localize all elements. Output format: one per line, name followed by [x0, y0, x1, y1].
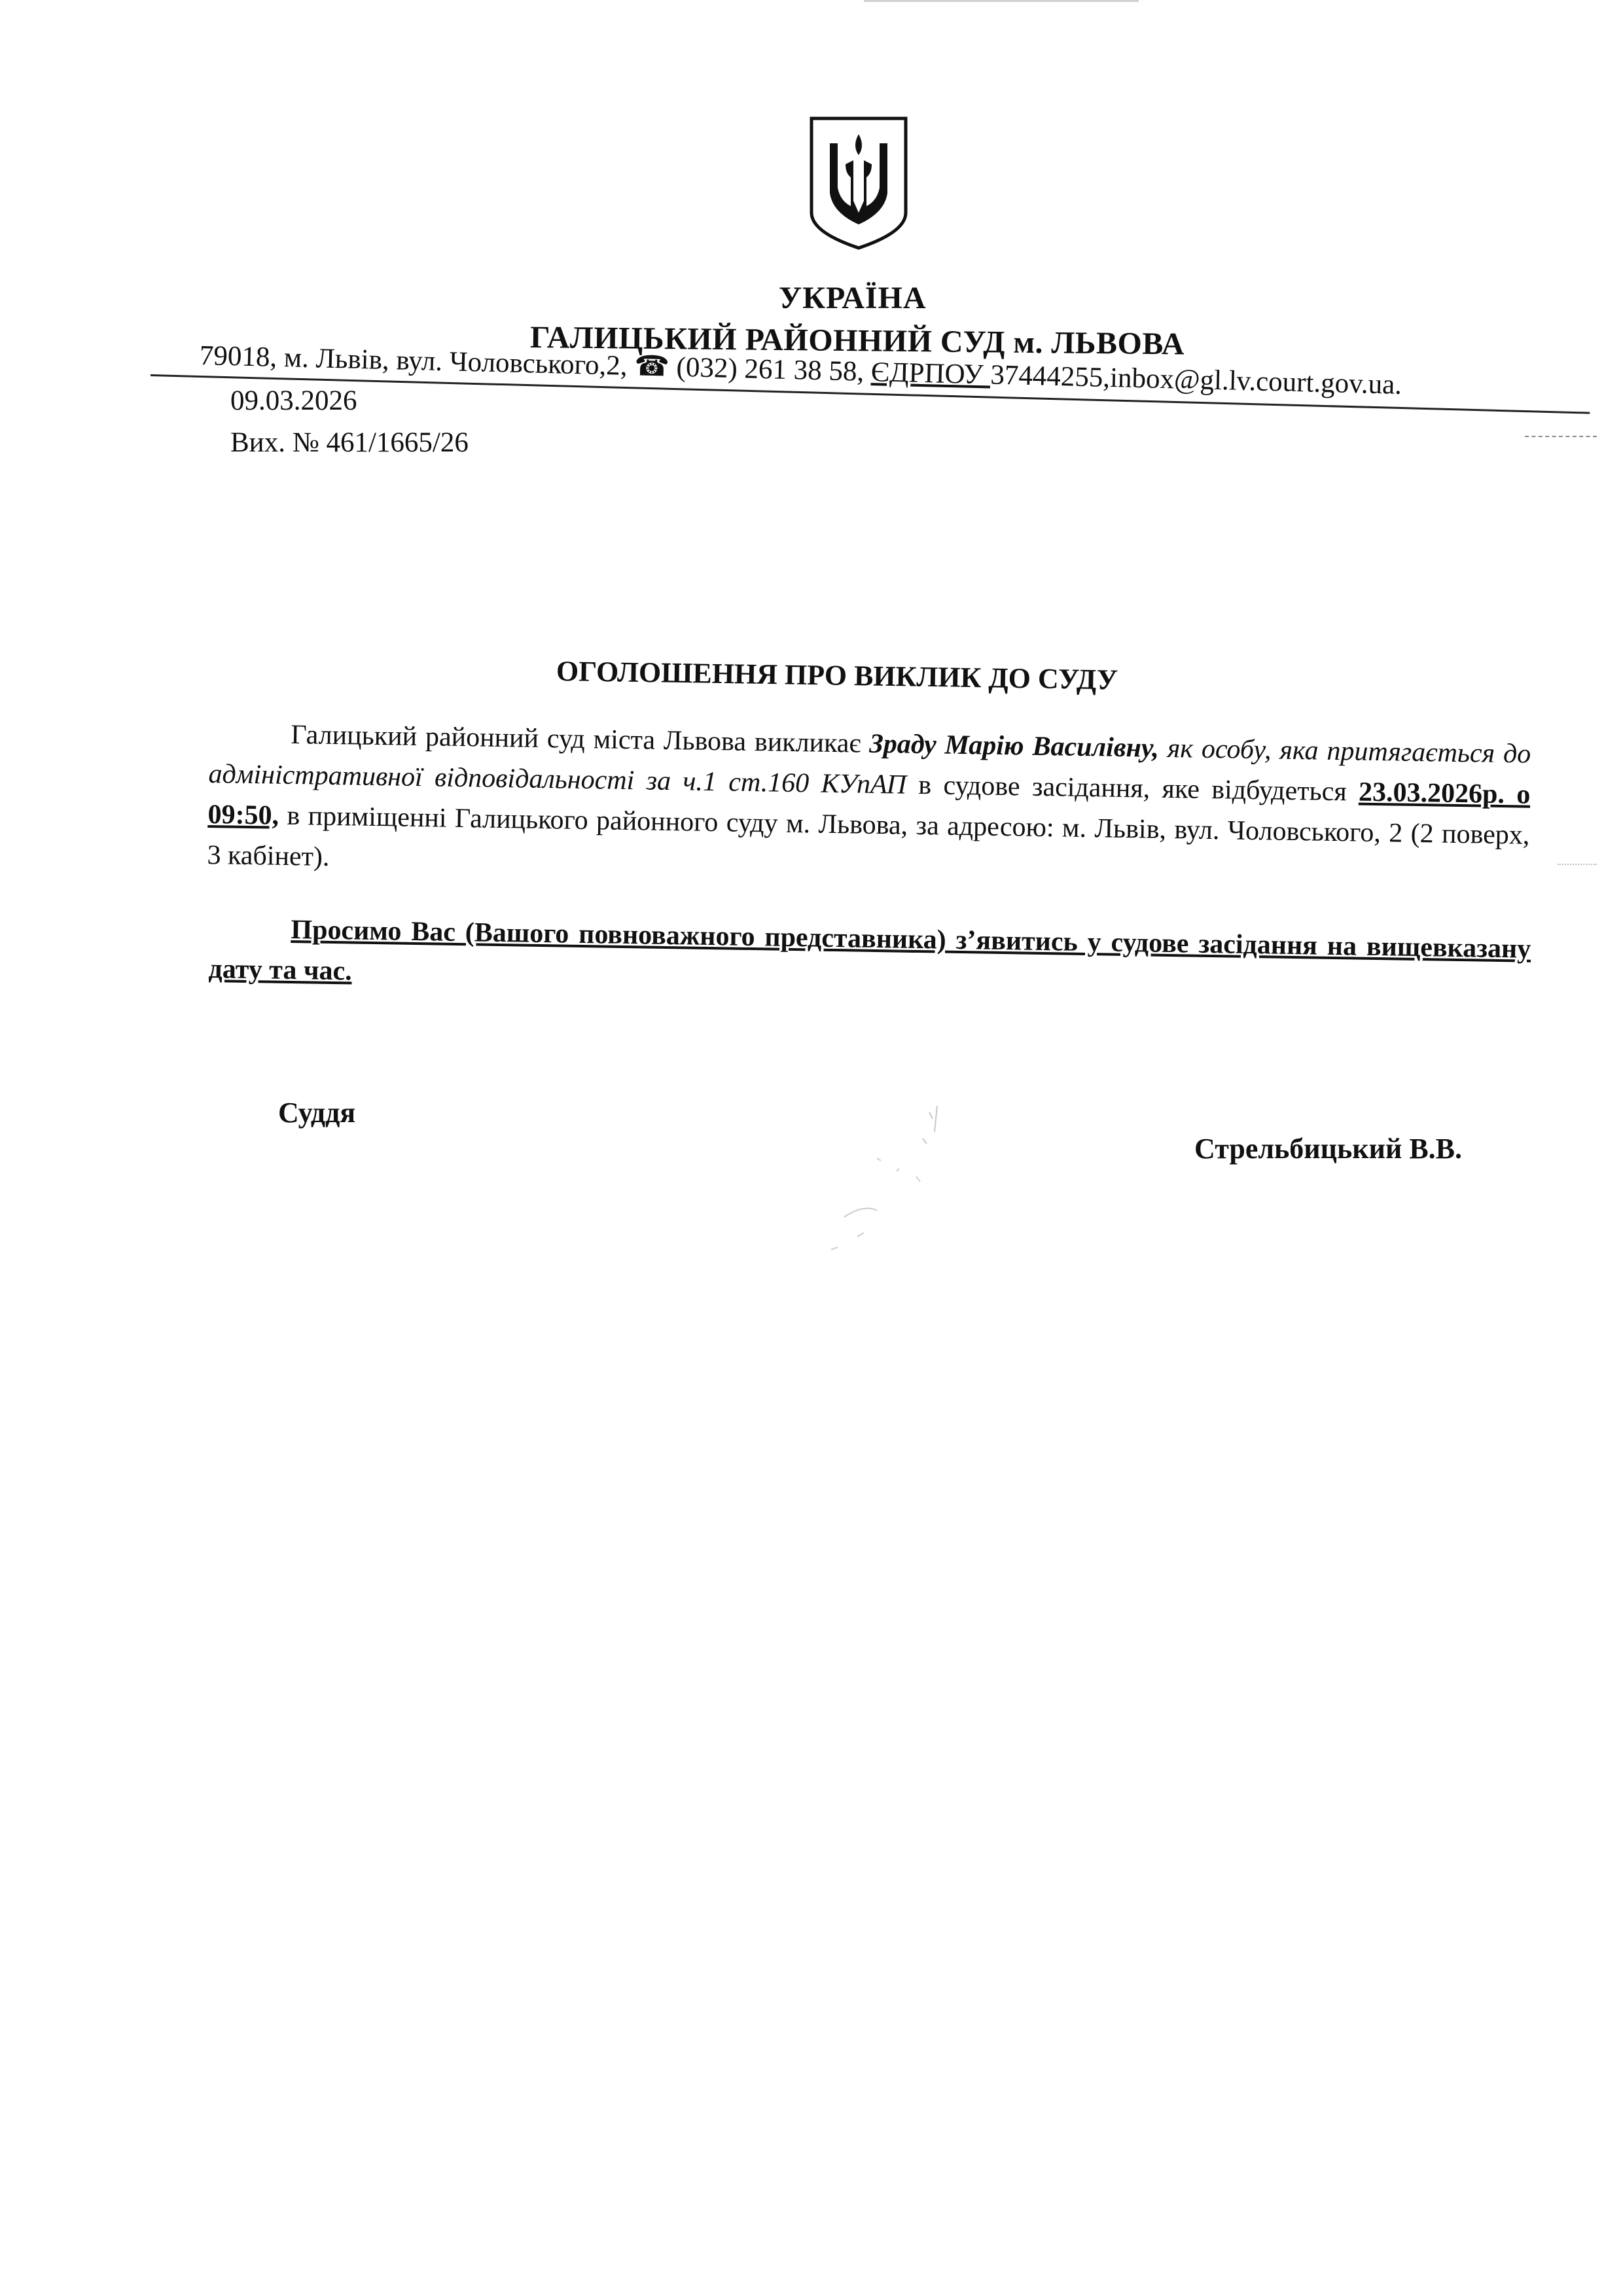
scan-artifact-line [864, 0, 1139, 2]
notice-heading: ОГОЛОШЕННЯ ПРО ВИКЛИК ДО СУДУ [556, 655, 1118, 696]
judge-name: Стрельбицький В.В. [1194, 1133, 1463, 1165]
outgoing-number: Вих. № 461/1665/26 [230, 427, 469, 458]
court-title: ГАЛИЦЬКИЙ РАЙОННИЙ СУД м. ЛЬВОВА [529, 320, 1185, 362]
court-address: 79018, м. Львів, вул. Чоловського,2, ☎ (032) 261 38 58, [199, 340, 872, 388]
signature-marks [766, 1093, 988, 1289]
hearing-datetime: 23.03.2026р. о 09:50, [207, 777, 1531, 831]
summons-text-start: Галицький районний суд міста Львова викликає [291, 719, 870, 759]
summons-text-mid: в судове засідання, яке відбудеться [906, 769, 1359, 807]
judge-label: Суддя [278, 1097, 356, 1129]
header-divider-dashes [1525, 436, 1597, 438]
trident-coat-of-arms-icon [806, 115, 911, 252]
notice-body [207, 713, 1531, 896]
country-title: УКРАЇНА [779, 281, 927, 315]
summons-paragraph [207, 713, 1531, 896]
edrpou-label: ЄДРПОУ [870, 357, 991, 391]
document-date: 09.03.2026 [230, 385, 357, 416]
summoned-person: Зраду Марію Василівну, [869, 728, 1160, 764]
edrpou-and-email: 37444255,inbox@gl.lv.court.gov.ua. [990, 359, 1402, 400]
summons-text-end: в приміщенні Галицького районного суду м. Львова, за адресою: м. Львів, вул. Чоловського, 2 (2 поверх, 3 кабінет). [207, 800, 1530, 872]
legal-status: як особу, яка притягається до адміністративної відповідальності за ч.1 ст.160 КУпАП [208, 733, 1531, 800]
appearance-request: Просимо Вас (Вашого повноважного представника) з’явитись у судове засідання на вищевказану дату та час. [208, 914, 1531, 987]
scan-artifact-dots [1558, 864, 1597, 868]
